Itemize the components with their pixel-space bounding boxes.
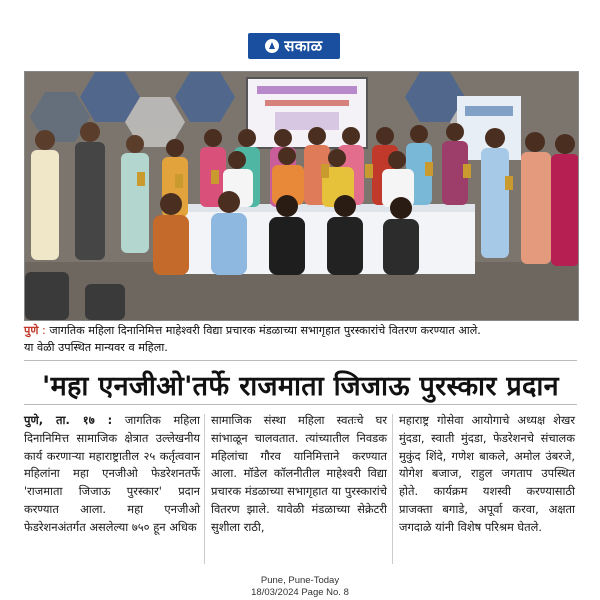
footer-date-page: 18/03/2024 Page No. 8 — [251, 587, 349, 598]
column-divider — [392, 414, 393, 564]
photo-caption — [24, 322, 577, 356]
article-text-2: सामाजिक संस्था महिला स्वतःचे घर सांभाळून चालवतात. त्यांच्यातील निवडक महिलांचा गौरव यानिमित्ताने करण्यात आला. मॉडेल कॉलनीतील माहेश्वरी विद्या प्रचारक मंडळाच्या सभागृहात या पुरस्कारांचे वितरण झाले. यावेळी मंडळाच्या सेक्रेटरी सुशीला राठी, — [211, 413, 387, 534]
caption-text-2: या वेळी उपस्थित मान्यवर व महिला. — [24, 341, 168, 354]
article-text-3: महाराष्ट्र गोसेवा आयोगाचे अध्यक्ष शेखर मुंदडा, स्वाती मुंदडा, फेडरेशनचे संचालक मुकुंद शिंदे, गणेश बाकले, अमोल उंबरजे, योगेश बजाज, राहुल जगताप उपस्थित होते. कार्यक्रम यशस्वी करण्यासाठी प्राजक्ता बगाडे, अपूर्वा करवा, अक्षता जगदाळे यांनी विशेष परिश्रम घेतले. — [399, 413, 575, 534]
sakal-logo-icon — [265, 39, 279, 53]
caption-place: पुणे — [24, 324, 39, 337]
newspaper-masthead — [248, 33, 340, 59]
article-column-3 — [399, 412, 575, 537]
article-column-2 — [211, 412, 387, 537]
divider — [24, 360, 577, 361]
group-photo — [24, 71, 579, 321]
footer-edition: Pune, Pune-Today — [260, 575, 340, 586]
caption-text-1: जागतिक महिला दिनानिमित्त माहेश्वरी विद्या प्रचारक मंडळाच्या सभागृहात पुरस्कारांचे वितरण करण्यात आले. — [49, 324, 481, 337]
column-divider — [204, 414, 205, 564]
divider — [24, 404, 577, 405]
headline: 'महा एनजीओ'तर्फे राजमाता जिजाऊ पुरस्कार प्रदान — [42, 371, 559, 402]
newspaper-name: सकाळ — [284, 37, 323, 55]
caption-separator: : — [38, 324, 50, 337]
article-text-1: जागतिक महिला दिनानिमित्त सामाजिक क्षेत्रात उल्लेखनीय कार्य करणाऱ्या महाराष्ट्रातील २५ कर्तृत्ववान महिलांना महा एनजीओ फेडरेशनतर्फे 'राजमाता जिजाऊ पुरस्कार' प्रदान करण्यात आला. महा एनजीओ फेडरेशनअंतर्गत असलेल्या ७५० हून अधिक — [24, 413, 200, 534]
article-column-1 — [24, 412, 200, 537]
dateline: पुणे, ता. १७ : — [24, 413, 113, 427]
caption-line-1 — [24, 322, 577, 339]
